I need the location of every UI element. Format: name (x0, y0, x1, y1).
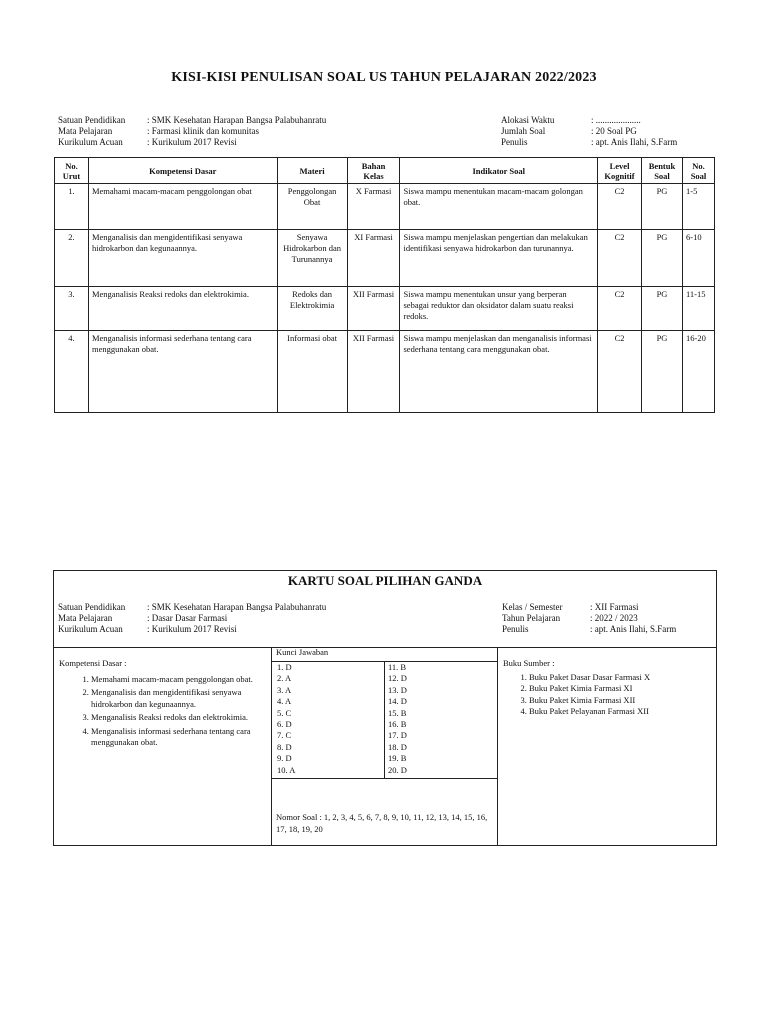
meta-value: : apt. Anis Ilahi, S.Farm (591, 137, 678, 147)
kisi-table (54, 157, 715, 413)
meta-value: : Kurikulum 2017 Revisi (147, 137, 237, 147)
list-item: 18. D (388, 741, 407, 752)
list-item: 3. A (277, 684, 292, 695)
answer-key-right (388, 662, 407, 776)
question-card (53, 570, 717, 846)
meta-label: Kurikulum Acuan (58, 624, 123, 634)
cell-nosoal: 6-10 (682, 230, 714, 287)
list-item: 4. Buku Paket Pelayanan Farmasi XII (529, 706, 712, 718)
meta-value: : SMK Kesehatan Harapan Bangsa Palabuhanratu (147, 115, 327, 125)
header-cell: Bahan Kelas (347, 158, 400, 184)
list-item: 1. D (277, 662, 292, 672)
cell-nosoal: 1-5 (682, 184, 714, 230)
competency-label: Kompetensi Dasar : (59, 658, 127, 668)
meta-label: Jumlah Soal (501, 126, 546, 136)
header-cell: Level Kognitif (598, 158, 642, 184)
meta-label: Satuan Pendidikan (58, 115, 126, 125)
answer-key-box (271, 647, 498, 846)
meta-value: : .................... (591, 115, 641, 125)
answer-key-bottom-divider (272, 778, 497, 779)
cell-indikator: Siswa mampu menentukan unsur yang berperan sebagai reduktor dan oksidator dalam suatu reaksi redoks. (400, 287, 598, 331)
cell-indikator: Siswa mampu menentukan macam-macam golongan obat. (400, 184, 598, 230)
answer-key-label: Kunci Jawaban (276, 647, 329, 657)
meta-value: : Kurikulum 2017 Revisi (147, 624, 237, 634)
meta-label: Mata Pelajaran (58, 613, 113, 623)
cell-kelas: XII Farmasi (347, 331, 400, 413)
list-item: 1. Buku Paket Dasar Dasar Farmasi X (529, 672, 712, 684)
cell-no: 2. (55, 230, 89, 287)
meta-value: : XII Farmasi (590, 602, 639, 612)
cell-bentuk: PG (642, 230, 683, 287)
list-item: 20. D (388, 764, 407, 775)
cell-bentuk: PG (642, 331, 683, 413)
list-item: 8. D (277, 741, 292, 752)
cell-kd: Menganalisis informasi sederhana tentang cara menggunakan obat. (88, 331, 277, 413)
list-item: 2. A (277, 673, 292, 684)
list-item: 16. B (388, 719, 407, 730)
cell-kd: Menganalisis Reaksi redoks dan elektrokimia. (88, 287, 277, 331)
cell-materi: Informasi obat (277, 331, 347, 413)
cell-kd: Memahami macam-macam penggolongan obat (88, 184, 277, 230)
header-cell: Indikator Soal (400, 158, 598, 184)
cell-indikator: Siswa mampu menjelaskan dan menganalisis informasi sederhana tentang cara menggunakan obat. (400, 331, 598, 413)
cell-no: 4. (55, 331, 89, 413)
header-cell: Materi (277, 158, 347, 184)
cell-level: C2 (598, 184, 642, 230)
list-item: 1. Memahami macam-macam penggolongan obat. (91, 674, 267, 686)
meta-label: Penulis (501, 137, 528, 147)
meta-label: Kurikulum Acuan (58, 137, 123, 147)
cell-kelas: XII Farmasi (347, 287, 400, 331)
meta-value: : Dasar Dasar Farmasi (147, 613, 228, 623)
list-item: 11. B (388, 662, 407, 672)
meta-label: Tahun Pelajaran (502, 613, 561, 623)
cell-kd: Menganalisis dan mengidentifikasi senyawa hidrokarbon dan kegunaannya. (88, 230, 277, 287)
list-item: 2. Buku Paket Kimia Farmasi XI (529, 683, 712, 695)
cell-no: 1. (55, 184, 89, 230)
list-item: 17. D (388, 730, 407, 741)
answer-key-left (277, 662, 295, 776)
answer-key-column-divider (384, 661, 385, 778)
list-item: 9. D (277, 753, 292, 764)
header-cell: Bentuk Soal (642, 158, 683, 184)
competency-box (53, 647, 272, 846)
list-item: 10. A (277, 764, 296, 775)
list-item: 12. D (388, 673, 407, 684)
cell-level: C2 (598, 331, 642, 413)
list-item: 7. C (277, 730, 292, 741)
meta-value: : Farmasi klinik dan komunitas (147, 126, 259, 136)
source-books-list (503, 672, 712, 718)
list-item: 4. A (277, 696, 292, 707)
list-item: 13. D (388, 684, 407, 695)
competency-list (59, 674, 267, 749)
list-item: 6. D (277, 719, 292, 730)
cell-no: 3. (55, 287, 89, 331)
list-item: 3. Menganalisis Reaksi redoks dan elektrokimia. (91, 712, 267, 724)
card-meta (58, 601, 712, 637)
table-row (55, 184, 715, 230)
list-item: 5. C (277, 707, 292, 718)
header-cell: No. Soal (682, 158, 714, 184)
meta-label: Mata Pelajaran (58, 126, 113, 136)
cell-bentuk: PG (642, 287, 683, 331)
meta-value: : 2022 / 2023 (590, 613, 638, 623)
source-books-box (497, 647, 717, 846)
cell-materi: Penggolongan Obat (277, 184, 347, 230)
cell-materi: Senyawa Hidrokarbon dan Turunannya (277, 230, 347, 287)
table-row (55, 230, 715, 287)
list-item: 3. Buku Paket Kimia Farmasi XII (529, 695, 712, 707)
cell-nosoal: 16-20 (682, 331, 714, 413)
cell-nosoal: 11-15 (682, 287, 714, 331)
table-row (55, 287, 715, 331)
table-row (55, 331, 715, 413)
meta-label: Satuan Pendidikan (58, 602, 126, 612)
kisi-meta (58, 114, 718, 154)
cell-level: C2 (598, 230, 642, 287)
cell-level: C2 (598, 287, 642, 331)
list-item: 19. B (388, 753, 407, 764)
meta-label: Kelas / Semester (502, 602, 563, 612)
cell-bentuk: PG (642, 184, 683, 230)
meta-label: Alokasi Waktu (501, 115, 555, 125)
meta-value: : apt. Anis Ilahi, S.Farm (590, 624, 677, 634)
cell-kelas: XI Farmasi (347, 230, 400, 287)
list-item: 4. Menganalisis informasi sederhana tentang cara menggunakan obat. (91, 726, 267, 749)
question-numbers: Nomor Soal : 1, 2, 3, 4, 5, 6, 7, 8, 9, 10, 11, 12, 13, 14, 15, 16, 17, 18, 19, 20 (276, 812, 488, 834)
list-item: 14. D (388, 696, 407, 707)
document-title: KISI-KISI PENULISAN SOAL US TAHUN PELAJARAN 2022/2023 (171, 70, 597, 85)
cell-kelas: X Farmasi (347, 184, 400, 230)
meta-value: : SMK Kesehatan Harapan Bangsa Palabuhanratu (147, 602, 327, 612)
cell-indikator: Siswa mampu menjelaskan pengertian dan melakukan identifikasi senyawa hidrokarbon dan turunannya. (400, 230, 598, 287)
list-item: 15. B (388, 707, 407, 718)
table-header-row (55, 158, 715, 184)
meta-value: : 20 Soal PG (591, 126, 637, 136)
header-cell: No. Urut (55, 158, 89, 184)
meta-label: Penulis (502, 624, 529, 634)
source-books-label: Buku Sumber : (503, 658, 555, 668)
card-title: KARTU SOAL PILIHAN GANDA (287, 573, 483, 588)
cell-materi: Redoks dan Elektrokimia (277, 287, 347, 331)
header-cell: Kompetensi Dasar (88, 158, 277, 184)
list-item: 2. Menganalisis dan mengidentifikasi senyawa hidrokarbon dan kegunaannya. (91, 687, 267, 710)
